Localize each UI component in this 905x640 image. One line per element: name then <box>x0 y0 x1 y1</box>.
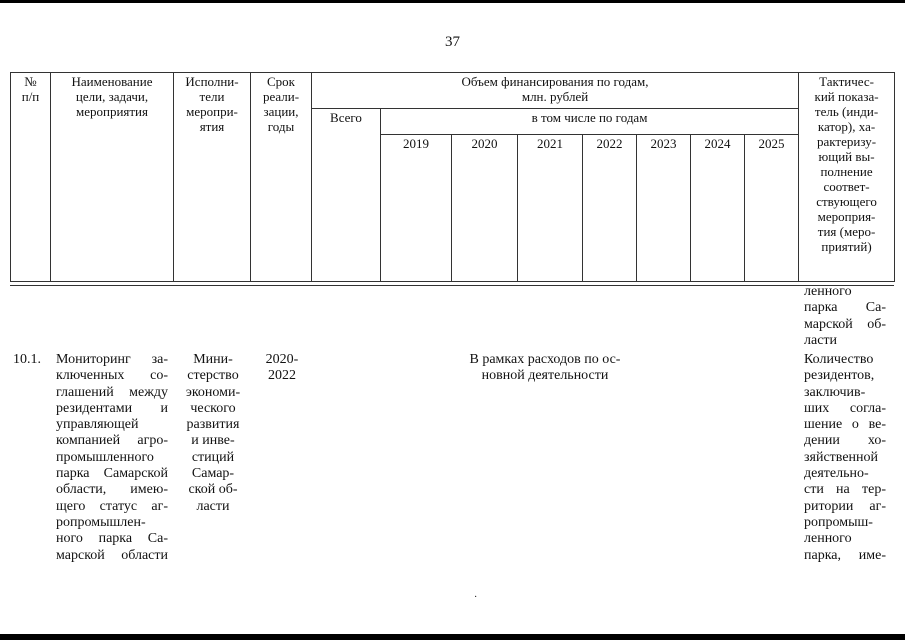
text-line: деятельно- <box>804 466 869 482</box>
speck-mark: · <box>474 592 478 603</box>
header-term <box>251 73 312 282</box>
row-executor <box>178 352 248 515</box>
text-line: ропромышлен- <box>56 514 146 530</box>
text-line: ской об- <box>188 482 238 498</box>
header-table <box>10 72 895 282</box>
text-line: ритории аг- <box>804 498 886 514</box>
text-line: экономи- <box>185 384 241 400</box>
text-line: зации, <box>263 104 299 119</box>
text-line: ятия <box>199 119 225 134</box>
text-line: п/п <box>21 89 40 104</box>
text-line: Срок <box>267 74 295 89</box>
text-line: млн. рублей <box>521 89 589 104</box>
text-line: полнение <box>820 164 873 179</box>
text-line: 2022 <box>268 368 296 384</box>
text-line: тель (инди- <box>814 104 879 119</box>
header-indicator <box>799 73 895 282</box>
text-line: Объем финансирования по годам, <box>461 74 649 89</box>
text-line: области, имею- <box>56 482 168 498</box>
header-year: 2025 <box>745 135 799 282</box>
text-line: резидентами и <box>56 400 168 416</box>
text-line: ласти <box>804 332 838 348</box>
prev-indicator-tail <box>804 284 886 349</box>
text-line: тели <box>199 89 225 104</box>
text-line: Наименование <box>71 74 153 89</box>
text-line: ческого <box>190 400 236 416</box>
text-line: Мониторинг за- <box>56 352 168 367</box>
text-line: марской области <box>56 547 168 563</box>
header-year: 2022 <box>583 135 637 282</box>
text-line: управляющей <box>56 417 139 433</box>
text-line: парка Самарской <box>56 466 168 482</box>
text-line: мероприятия <box>75 104 148 119</box>
header-executor <box>174 73 251 282</box>
text-line: Количество <box>804 352 874 367</box>
text-line: стиций <box>191 449 235 465</box>
text-line: ленного <box>804 531 852 547</box>
text-line: ропромыш- <box>804 514 873 530</box>
header-year: 2021 <box>518 135 583 282</box>
text-line: реали- <box>262 89 300 104</box>
text-line: ласти <box>196 498 230 514</box>
text-line: № <box>24 74 37 89</box>
text-line: кий показа- <box>814 89 879 104</box>
text-line: приятий) <box>821 239 872 254</box>
text-line: развития <box>186 417 240 433</box>
header-year: 2020 <box>452 135 518 282</box>
text-line: ного парка Са- <box>56 531 168 547</box>
text-line: заключив- <box>804 384 866 400</box>
row-num: 10.1. <box>13 352 41 367</box>
bottom-border <box>0 634 905 640</box>
text-line: ключенных со- <box>56 368 168 384</box>
text-line: компанией агро- <box>56 433 168 449</box>
text-line: зяйственной <box>804 449 879 465</box>
header-year: 2024 <box>691 135 745 282</box>
text-line: катор), ха- <box>817 119 876 134</box>
text-line: Тактичес- <box>819 74 874 89</box>
text-line: промышленного <box>56 449 154 465</box>
top-border <box>0 0 905 3</box>
row-funding <box>420 352 670 385</box>
text-line: рактеризу- <box>817 134 877 149</box>
header-funding <box>312 73 799 109</box>
text-line: новной деятельности <box>481 368 609 384</box>
page-number: 37 <box>445 34 460 50</box>
row-name <box>56 352 168 564</box>
header-by-years: в том числе по годам <box>381 109 799 135</box>
text-line: цели, задачи, <box>75 89 149 104</box>
header-total: Всего <box>312 109 381 282</box>
text-line: и инве- <box>191 433 235 449</box>
header-bottom-rule <box>10 285 894 286</box>
text-line: ствующего <box>816 194 877 209</box>
text-line: меропри- <box>186 104 238 119</box>
header-year: 2023 <box>637 135 691 282</box>
text-line: шение о ве- <box>804 417 886 433</box>
text-line: Самар- <box>191 466 235 482</box>
text-line: годы <box>267 119 295 134</box>
text-line: Исполни- <box>185 74 239 89</box>
text-line: резидентов, <box>804 368 875 384</box>
header-num <box>11 73 51 282</box>
text-line: тия (меро- <box>817 224 876 239</box>
text-line: стерство <box>187 368 239 384</box>
text-line: ших согла- <box>804 400 886 416</box>
text-line: ленного <box>804 284 852 299</box>
text-line: Мини- <box>193 352 233 367</box>
text-line: соответ- <box>823 179 870 194</box>
header-name <box>51 73 174 282</box>
text-line: ющий вы- <box>818 149 875 164</box>
text-line: парка, име- <box>804 547 886 563</box>
header-year: 2019 <box>381 135 452 282</box>
text-line: сти на тер- <box>804 482 886 498</box>
row-term <box>253 352 311 385</box>
text-line: глашений между <box>56 384 168 400</box>
text-line: дении хо- <box>804 433 886 449</box>
row-indicator <box>804 352 886 564</box>
text-line: мероприя- <box>817 209 876 224</box>
text-line: марской об- <box>804 316 886 332</box>
text-line: парка Са- <box>804 300 886 316</box>
text-line: 2020- <box>265 352 299 367</box>
text-line: щего статус аг- <box>56 498 168 514</box>
text-line: В рамках расходов по ос- <box>469 352 621 367</box>
